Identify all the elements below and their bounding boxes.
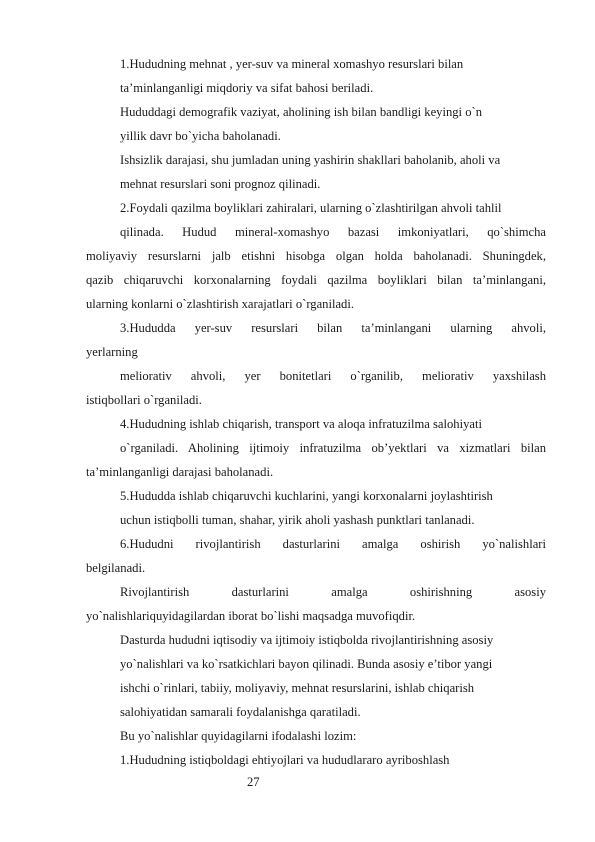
text-line: 1.Hududning mehnat , yer-suv va mineral xomashyo resurslari bilan xyxy=(120,57,464,71)
text-line: 2.Foydali qazilma boyliklari zahiralari, ularning o`zlashtirilgan ahvoli tahlil xyxy=(120,201,502,215)
page-number: 27 xyxy=(247,775,260,789)
text-line: ishchi o`rinlari, tabiiy, moliyaviy, mehnat resurslarini, ishlab chiqarish xyxy=(120,681,475,695)
text-line: qazib chiqaruvchi korxonalarning foydali qazilma boyliklari bilan ta’minlangani, xyxy=(86,273,546,287)
text-line: Ishsizlik darajasi, shu jumladan uning yashirin shakllari baholanib, aholi va xyxy=(120,153,501,167)
text-line: 4.Hududning ishlab chiqarish, transport va aloqa infratuzilma salohiyati xyxy=(120,417,482,431)
text-line: Bu yo`nalishlar quyidagilarni ifodalashi lozim: xyxy=(120,729,357,743)
text-line: yo`nalishlariquyidagilardan iborat bo`lishi maqsadga muvofiqdir. xyxy=(86,609,416,623)
text-line: ta’minlanganligi miqdoriy va sifat bahosi beriladi. xyxy=(120,81,374,95)
text-line: moliyaviy resurslarni jalb etishni hisobga olgan holda baholanadi. Shuningdek, xyxy=(86,249,546,263)
text-line: ta’minlanganligi darajasi baholanadi. xyxy=(86,465,274,479)
text-line: 3.Hududda yer-suv resurslari bilan ta’minlangani ularning ahvoli, xyxy=(120,321,546,335)
text-line: ularning konlarni o`zlashtirish xarajatlari o`rganiladi. xyxy=(86,297,354,311)
text-line: salohiyatidan samarali foydalanishga qaratiladi. xyxy=(120,705,361,719)
text-line: 1.Hududning istiqboldagi ehtiyojlari va hududlararo ayriboshlash xyxy=(120,753,450,767)
text-line: meliorativ ahvoli, yer bonitetlari o`rganilib, meliorativ yaxshilash xyxy=(120,369,546,383)
text-line: Rivojlantirish dasturlarini amalga oshirishning asosiy xyxy=(120,585,546,599)
text-line: yillik davr bo`yicha baholanadi. xyxy=(120,129,281,143)
text-line: 6.Hududni rivojlantirish dasturlarini amalga oshirish yo`nalishlari xyxy=(120,537,546,551)
text-line: istiqbollari o`rganiladi. xyxy=(86,393,202,407)
text-line: yo`nalishlari va ko`rsatkichlari bayon qilinadi. Bunda asosiy e’tibor yangi xyxy=(120,657,493,671)
text-line: yerlarning xyxy=(86,345,138,359)
text-line: o`rganiladi. Aholining ijtimoiy infratuzilma ob’yektlari va xizmatlari bilan xyxy=(120,441,546,455)
text-line: Dasturda hududni iqtisodiy va ijtimoiy istiqbolda rivojlantirishning asosiy xyxy=(120,633,494,647)
text-line: 5.Hududda ishlab chiqaruvchi kuchlarini, yangi korxonalarni joylashtirish xyxy=(120,489,493,503)
text-line: mehnat resurslari soni prognoz qilinadi. xyxy=(120,177,321,191)
text-line: uchun istiqbolli tuman, shahar, yirik aholi yashash punktlari tanlanadi. xyxy=(120,513,475,527)
text-line: belgilanadi. xyxy=(86,561,146,575)
text-line: qilinada. Hudud mineral-xomashyo bazasi imkoniyatlari, qo`shimcha xyxy=(120,225,546,239)
text-line: Hududdagi demografik vaziyat, aholining ish bilan bandligi keyingi o`n xyxy=(120,105,482,119)
